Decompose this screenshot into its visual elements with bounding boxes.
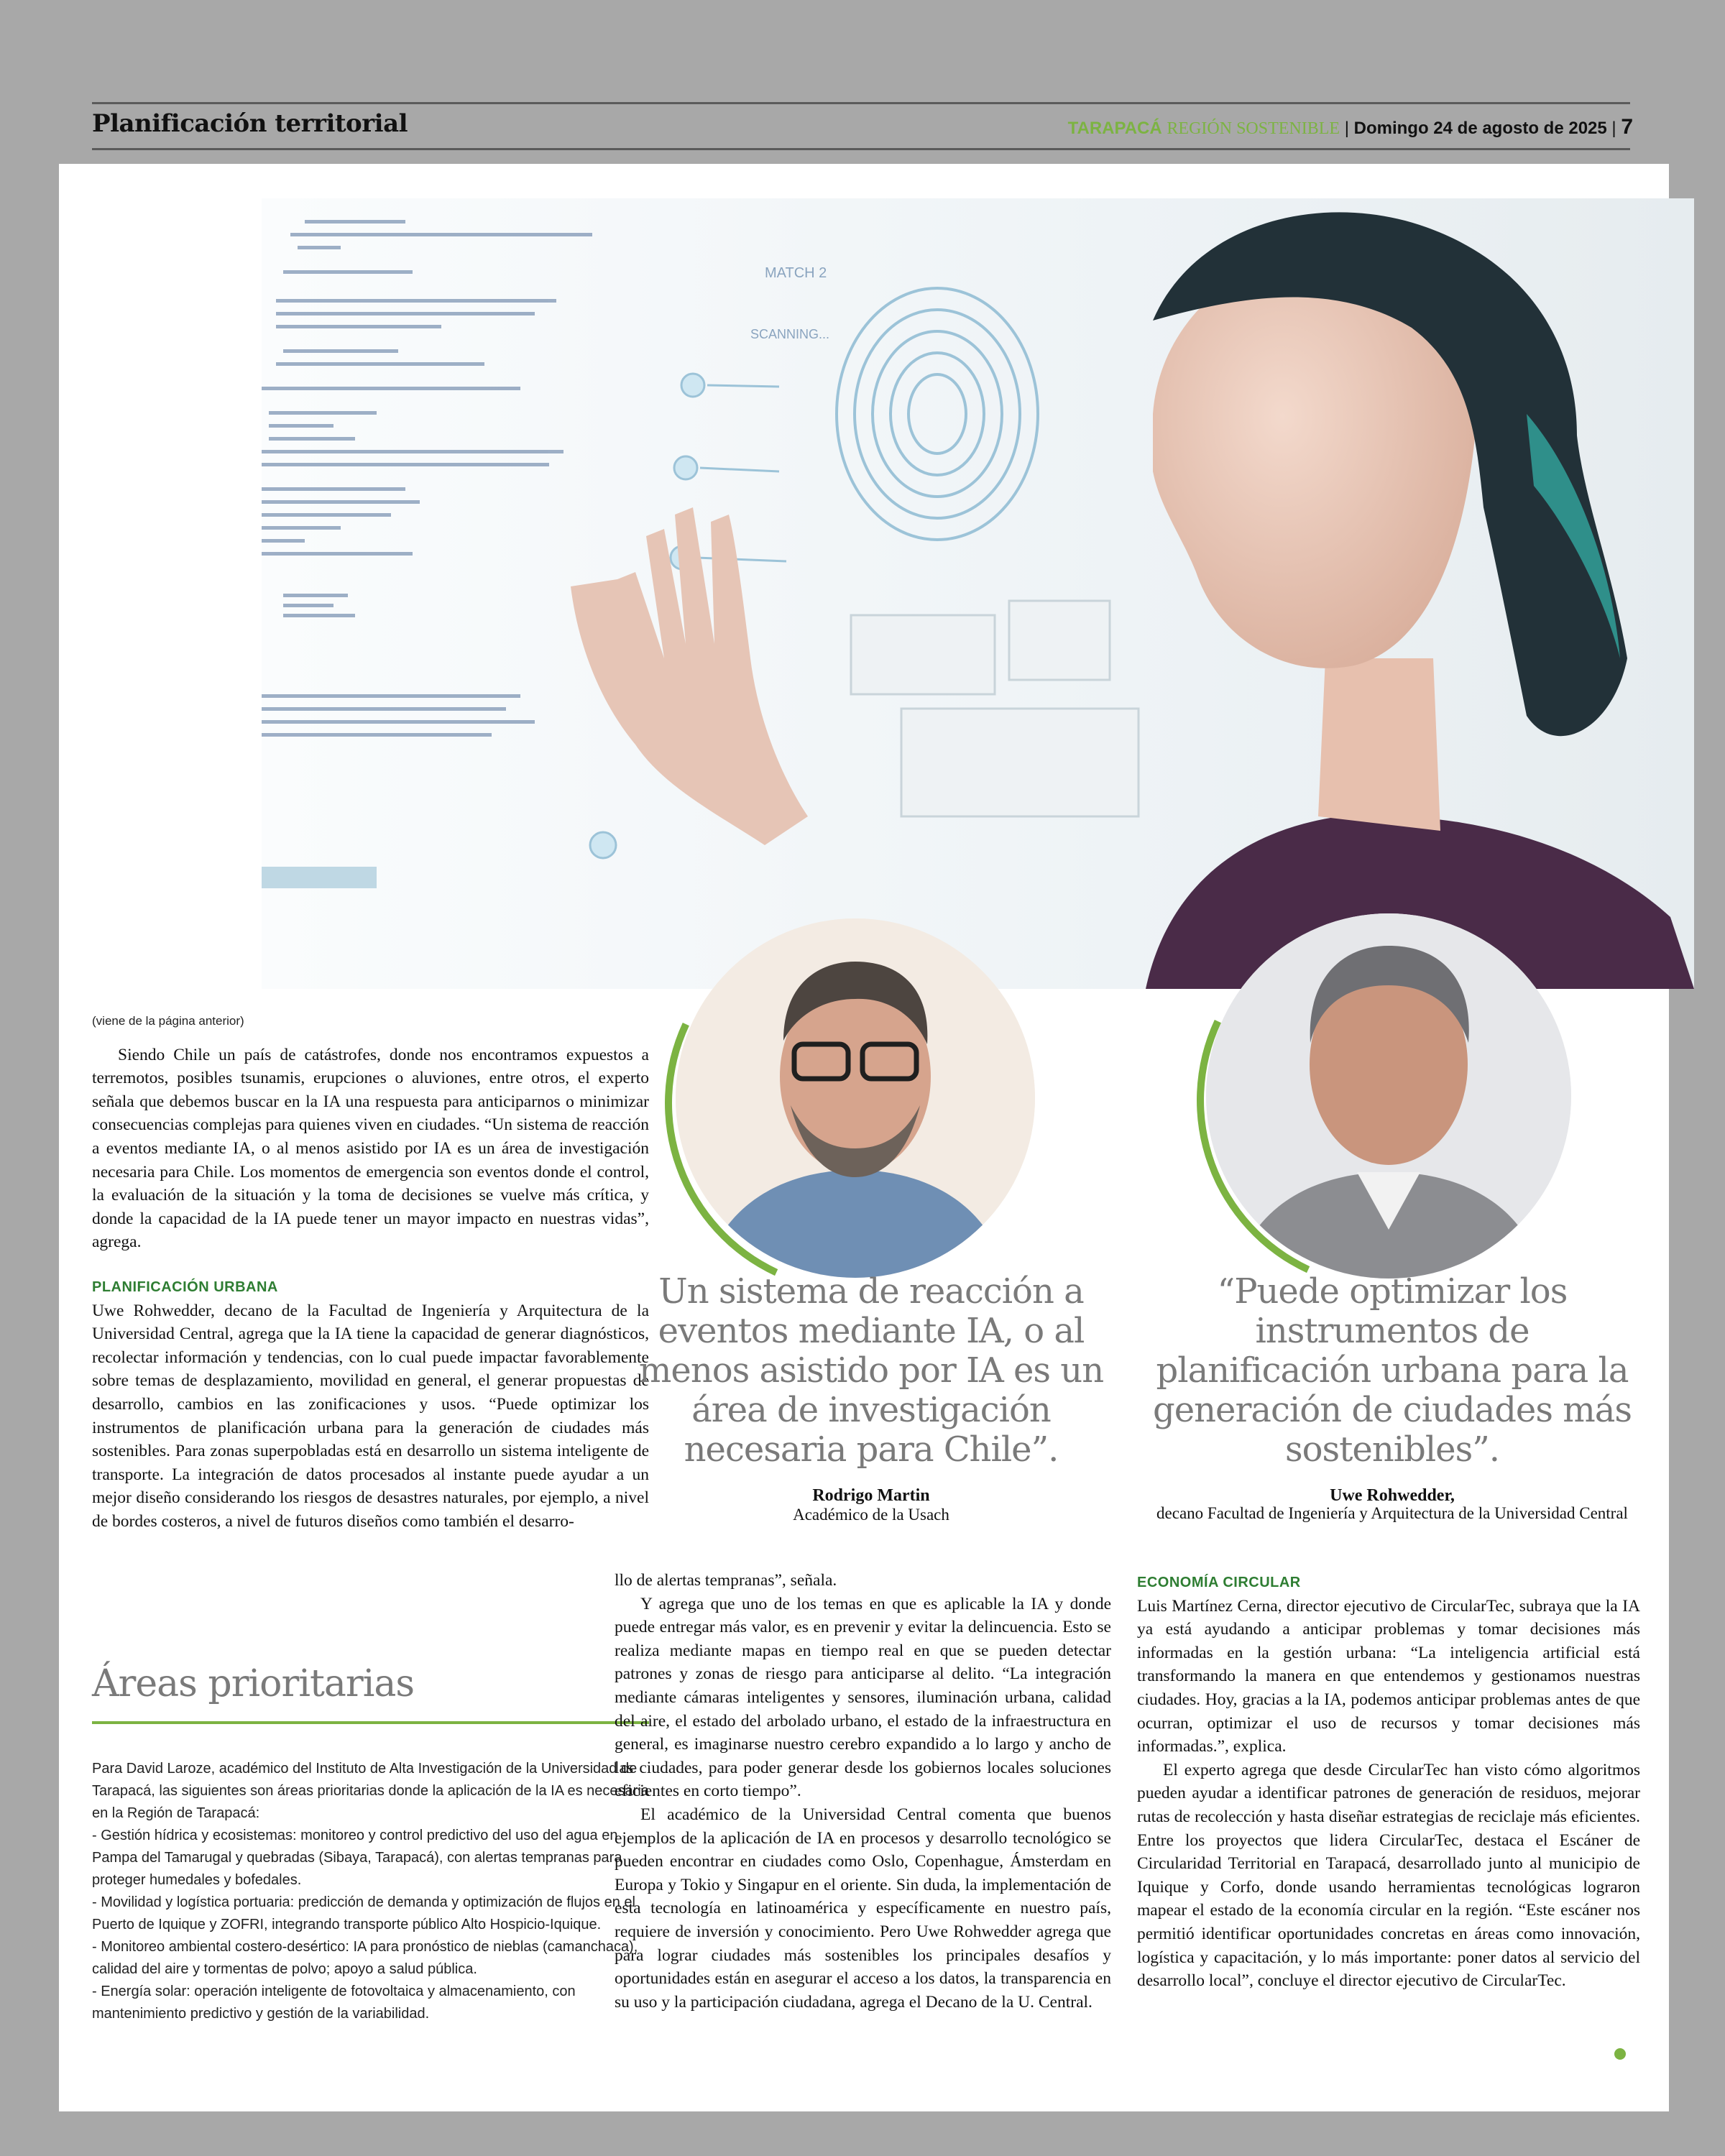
page-number: 7 <box>1621 115 1633 139</box>
areas-title-rule <box>92 1721 649 1724</box>
issue-date: Domingo 24 de agosto de 2025 <box>1353 119 1607 138</box>
areas-item: - Energía solar: operación inteligente de fotovoltaica y almacenamiento, con mantenimiento predictivo y gestión de la variabilidad. <box>92 1984 576 2022</box>
brand-suffix: REGIÓN SOSTENIBLE <box>1167 119 1340 138</box>
header-bottom-rule <box>92 148 1630 150</box>
areas-prioritarias-title: Áreas prioritarias <box>92 1662 415 1705</box>
middle-column <box>615 1569 1111 2014</box>
portrait-uwe-rohwedder <box>1206 913 1571 1279</box>
right-paragraph-2: El experto agrega que desde CircularTec han visto cómo algoritmos pueden ayudar a identificar patrones de generación de residuos, mejorar rutas de recolección y hasta diseñar estrategias de reciclaje más eficientes. Entre los proyectos que lidera CircularTec, destaca el Escáner de Circularidad Territorial en Tarapacá, desarrollado junto al municipio de Iquique y Corfo, donde usando herramientas tecnológicas lograron mapear el estado de la economía circular en la región. “Este escáner nos permitió identificar oportunidades concretas en áreas como innovación, logística y capacitación, y lo más importante: poner datos al servicio del desarrollo local”, concluye el director ejecutivo de CircularTec. <box>1137 1760 1640 1991</box>
areas-box <box>92 1758 649 2025</box>
person-photo-rohwedder <box>1206 913 1571 1279</box>
areas-item: - Movilidad y logística portuaria: predicción de demanda y optimización de flujos en el Puerto de Iquique y ZOFRI, integrando transporte público Alto Hospicio-Iquique. <box>92 1894 635 1932</box>
pull-quote-martin: Un sistema de reacción a eventos mediante IA, o al menos asistido por IA es un área de investigación necesaria para Chile”. <box>638 1271 1104 1470</box>
left-paragraph-1: Siendo Chile un país de catástrofes, donde nos encontramos expuestos a terremotos, posibles tsunamis, erupciones o aluviones, entre otros, el experto señala que debemos buscar en la IA una respuesta para anticiparnos o minimizar consecuencias complejas para quienes viven en ciudades. “Un sistema de reacción a eventos mediante IA, o al menos asistido por IA es un área de investigación necesaria para Chile. Los momentos de emergencia son eventos donde el control, la evaluación de la situación y la toma de decisiones se vuelve más crítica, y donde la capacidad de la IA puede tener un mayor impacto en nuestras vidas”, agrega. <box>92 1045 649 1252</box>
person-photo-martin <box>676 918 1035 1278</box>
left-paragraph-2: Uwe Rohwedder, decano de la Facultad de Ingeniería y Arquitectura de la Universidad Central, agrega que la IA tiene la capacidad de generar diagnósticos, recolectar información y tendencias, con lo cual puede impactar favorablemente sobre temas de desplazamiento, movilidad en general, el generar propuestas de desarrollo, cambios en las zonificaciones y usos. “Puede optimizar los instrumentos de planificación urbana para la generación de ciudades más sostenibles. Para zonas superpobladas está en desarrollo un sistema inteligente de transporte. La integración de datos procesados al instante puede ayudar a un mejor diseño considerando los riesgos de desastres naturales, por ejemplo, a nivel de bordes costeros, a nivel de futuros diseños como también el desarro- <box>92 1301 649 1531</box>
masthead: TARAPACÁ REGIÓN SOSTENIBLE | Domingo 24 de agosto de 2025 | 7 <box>1067 115 1633 139</box>
pull-quote-rohwedder: “Puede optimizar los instrumentos de planificación urbana para la generación de ciudades más sostenibles”. <box>1153 1271 1632 1470</box>
right-paragraph-1: Luis Martínez Cerna, director ejecutivo de CircularTec, subraya que la IA ya está ayudando a anticipar problemas y tomar decisiones más informadas en la gestión urbana: “La inteligencia artificial está transformando la manera en que entendemos y gestionamos nuestras ciudades. Hoy, gracias a la IA, podemos anticipar problemas antes de que ocurran, optimizar el uso de recursos y tomar decisiones más informadas.”, explica. <box>1137 1596 1640 1756</box>
hud-bar <box>262 867 377 888</box>
section-title: Planificación territorial <box>92 109 408 138</box>
middle-paragraph-2: Y agrega que uno de los temas en que es aplicable la IA y donde puede entregar más valor, es en prevenir y evitar la delincuencia. Esto se realiza mediante mapas en tiempo real en que se pueden detectar patrones y zonas de riesgo para anticiparse al delito. “La integración mediante cámaras inteligentes y sensores, iluminación urbana, calidad del aire, el estado del arbolado urbano, el estado de la infraestructura en general, es imaginarse nuestro cerebro expandido a lo largo y ancho de las ciudades, para poder generar desde los gobiernos locales soluciones eficientes en corto tiempo”. <box>615 1594 1111 1801</box>
areas-item: - Gestión hídrica y ecosistemas: monitoreo y control predictivo del uso del agua en Pampa del Tamarugal y quebradas (Sibaya, Tarapacá), con alertas tempranas para proteger humedales y bofedales. <box>92 1828 622 1888</box>
subhead-economia-circular: ECONOMÍA CIRCULAR <box>1137 1575 1301 1590</box>
article-page <box>59 164 1669 2111</box>
scanning-label: SCANNING... <box>750 327 830 341</box>
match-label: MATCH 2 <box>765 265 827 281</box>
quote-role-rohwedder: decano Facultad de Ingeniería y Arquitectura de la Universidad Central <box>1156 1504 1628 1522</box>
areas-intro: Para David Laroze, académico del Instituto de Alta Investigación de la Universidad de Tarapacá, las siguientes son áreas prioritarias donde la aplicación de la IA es necesaria en la Región de Tarapacá: <box>92 1761 649 1821</box>
subhead-planificacion-urbana: PLANIFICACIÓN URBANA <box>92 1279 278 1295</box>
middle-paragraph-3: El académico de la Universidad Central comenta que buenos ejemplos de la aplicación de IA en procesos y desarrollo tecnológico se pueden encontrar en ciudades como Oslo, Copenhague, Ámsterdam en Europa y Tokio y Singapur en el oriente. Sin duda, la implementación de esta tecnología en latinoamérica y específicamente en nuestro país, requiere de inversión y conocimiento. Pero Uwe Rohwedder agrega que para lograr ciudades más sostenibles los principales desafíos y oportunidades están en asegurar el acceso a los datos, la transparencia en su uso y la participación ciudadana, agrega el Decano de la U. Central. <box>615 1805 1111 2012</box>
middle-paragraph-1: llo de alertas tempranas”, señala. <box>615 1571 837 1590</box>
hero-image <box>262 198 1694 989</box>
brand-name: TARAPACÁ <box>1067 119 1162 138</box>
quote-author-martin: Rodrigo Martin <box>812 1486 930 1505</box>
continued-note: (viene de la página anterior) <box>92 1014 244 1028</box>
left-column <box>92 1010 649 1533</box>
hero-illustration <box>262 198 1694 989</box>
end-of-article-dot <box>1614 2048 1626 2060</box>
areas-item: - Monitoreo ambiental costero-desértico: IA para pronóstico de nieblas (camanchaca), calidad del aire y tormentas de polvo; apoyo a salud pública. <box>92 1939 638 1977</box>
right-column <box>1137 1571 1640 1993</box>
header-top-rule <box>92 102 1630 104</box>
quote-author-rohwedder: Uwe Rohwedder, <box>1330 1486 1455 1505</box>
quote-role-martin: Académico de la Usach <box>793 1506 949 1524</box>
portrait-rodrigo-martin <box>676 918 1035 1278</box>
